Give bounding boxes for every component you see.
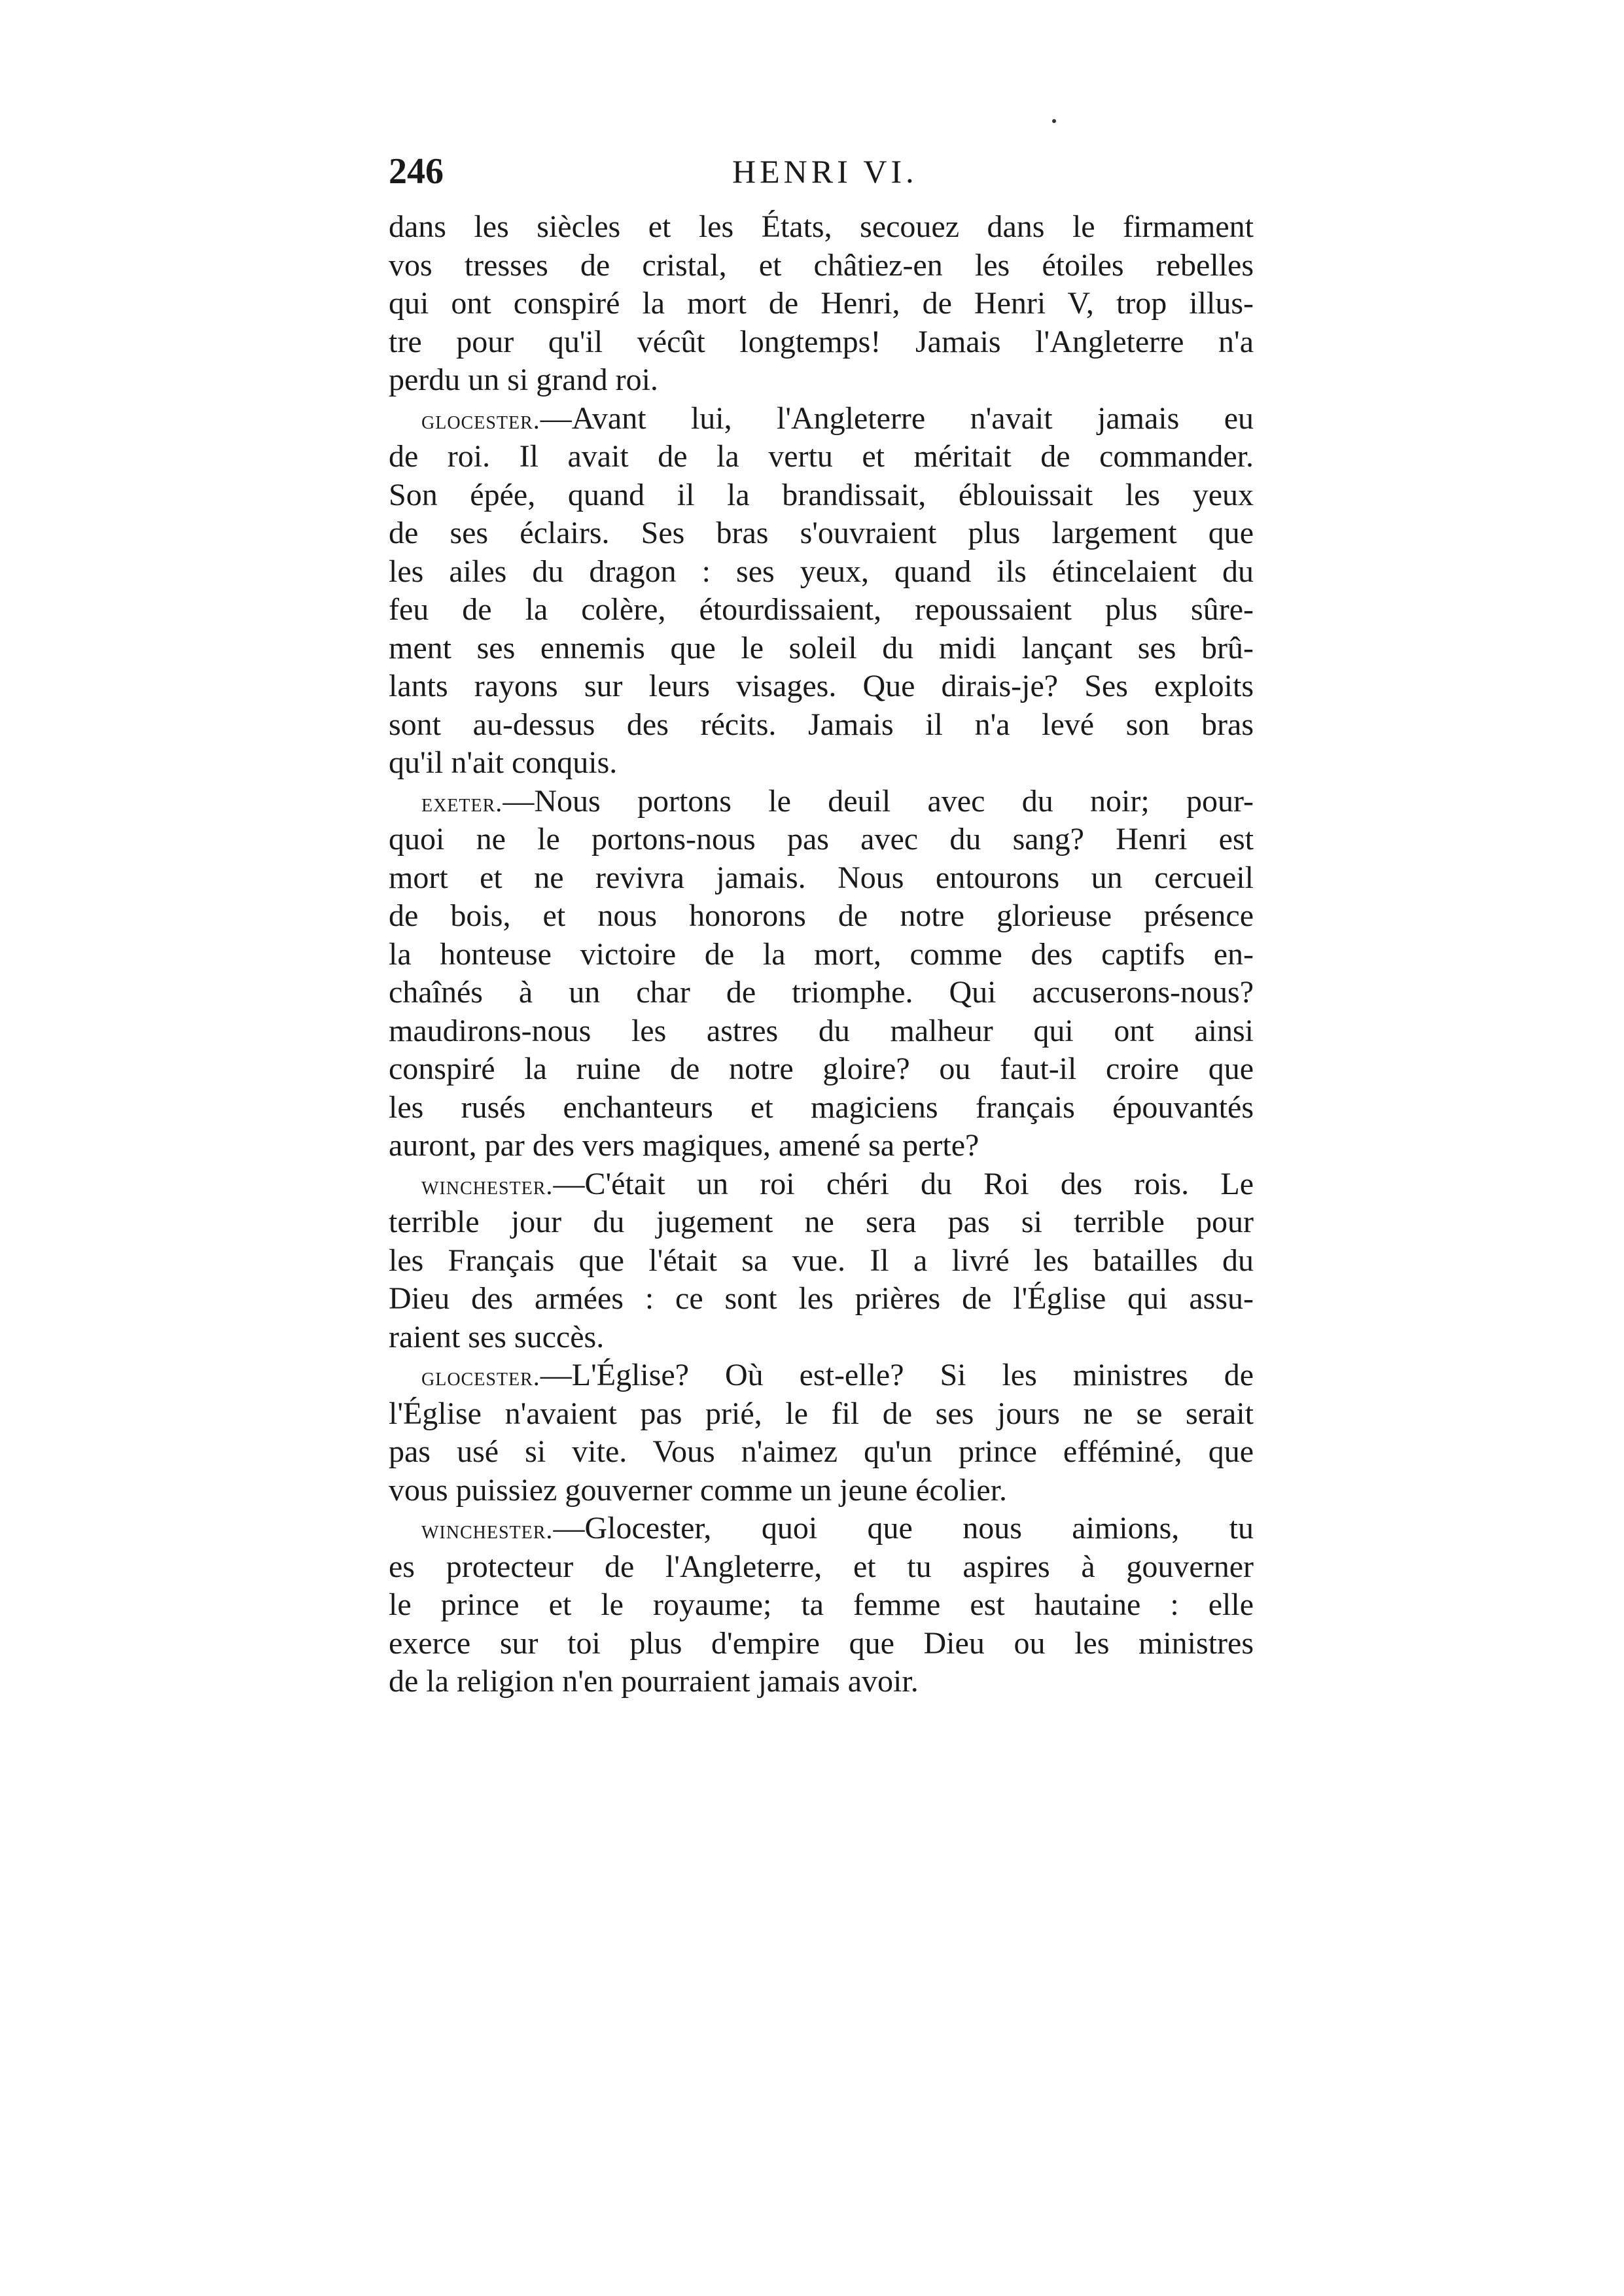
speech-line [389,400,1254,438]
speech-line [389,783,1254,821]
text-line: raient ses succès. [389,1319,605,1354]
text-line: conspiré la ruine de notre gloire? ou faut-il croire que [389,1051,1254,1086]
text-line: les rusés enchanteurs et magiciens français épouvantés [389,1089,1254,1125]
text-line: mort et ne revivra jamais. Nous entourons un cercueil [389,860,1254,895]
speech-line [389,1510,1254,1548]
speech-line [389,1356,1254,1395]
text-line: la honteuse victoire de la mort, comme des captifs en- [389,936,1254,972]
text-line: perdu un si grand roi. [389,362,658,397]
text-line: maudirons-nous les astres du malheur qui ont ainsi [389,1013,1254,1048]
speaker-name: glocester. [421,404,540,434]
text-line: vous puissiez gouverner comme un jeune écolier. [389,1472,1008,1508]
text-line: lants rayons sur leurs visages. Que dirais-je? Ses exploits [389,669,1254,703]
text-line: Dieu des armées : ce sont les prières de l'Église qui assu- [389,1281,1254,1316]
text-line: es protecteur de l'Angleterre, et tu aspires à gouverner [389,1549,1254,1584]
text-line: vos tresses de cristal, et châtiez-en les étoiles rebelles [389,247,1254,283]
text-line: Son épée, quand il la brandissait, éblouissait les yeux [389,477,1254,512]
text-line: qu'il n'ait conquis. [389,745,618,780]
text-line: le prince et le royaume; ta femme est hautaine : elle [389,1587,1254,1622]
text-line: feu de la colère, étourdissaient, repoussaient plus sûre- [389,592,1254,627]
text-line: de ses éclairs. Ses bras s'ouvraient plus largement que [389,516,1254,550]
speech-text: —Glocester, quoi que nous aimions, tu [553,1511,1254,1545]
body-text [389,208,1254,1701]
text-line: chaînés à un char de triomphe. Qui accuserons-nous? [389,975,1254,1010]
text-line: de roi. Il avait de la vertu et méritait de commander. [389,439,1254,474]
text-line: ment ses ennemis que le soleil du midi lançant ses brû- [389,630,1254,665]
text-line: l'Église n'avaient pas prié, le fil de ses jours ne se serait [389,1396,1254,1431]
speaker-name: winchester. [421,1515,554,1544]
text-line: de bois, et nous honorons de notre glorieuse présence [389,898,1254,933]
text-line: sont au-dessus des récits. Jamais il n'a levé son bras [389,707,1254,742]
speech-text: —L'Église? Où est-elle? Si les ministres de [540,1358,1254,1392]
speech-text: —Avant lui, l'Angleterre n'avait jamais eu [540,400,1254,436]
text-line: auront, par des vers magiques, amené sa perte? [389,1128,980,1163]
speech-line [389,1165,1254,1204]
running-head: HENRI VI. [732,153,918,190]
speaker-name: glocester. [421,1362,540,1391]
speaker-name: winchester. [421,1170,554,1200]
text-line: terrible jour du jugement ne sera pas si terrible pour [389,1205,1254,1239]
page-number: 246 [389,151,444,192]
text-line: exerce sur toi plus d'empire que Dieu ou les ministres [389,1625,1254,1661]
text-line: les Français que l'était sa vue. Il a livré les batailles du [389,1243,1254,1278]
text-line: qui ont conspiré la mort de Henri, de Henri V, trop illus- [389,286,1254,321]
text-line: quoi ne le portons-nous pas avec du sang? Henri est [389,822,1254,857]
page-header [389,145,1254,198]
text-line: les ailes du dragon : ses yeux, quand ils étincelaient du [389,554,1254,589]
text-line: dans les siècles et les États, secouez dans le firmament [389,209,1254,244]
print-speck [1052,119,1056,123]
text-line: tre pour qu'il vécût longtemps! Jamais l'Angleterre n'a [389,324,1254,359]
text-line: pas usé si vite. Vous n'aimez qu'un prince efféminé, que [389,1434,1254,1469]
speech-text: —C'était un roi chéri du Roi des rois. Le [553,1166,1254,1201]
text-line: de la religion n'en pourraient jamais avoir. [389,1664,919,1699]
speech-text: —Nous portons le deuil avec du noir; pour- [503,783,1254,819]
speaker-name: exeter. [421,787,503,817]
